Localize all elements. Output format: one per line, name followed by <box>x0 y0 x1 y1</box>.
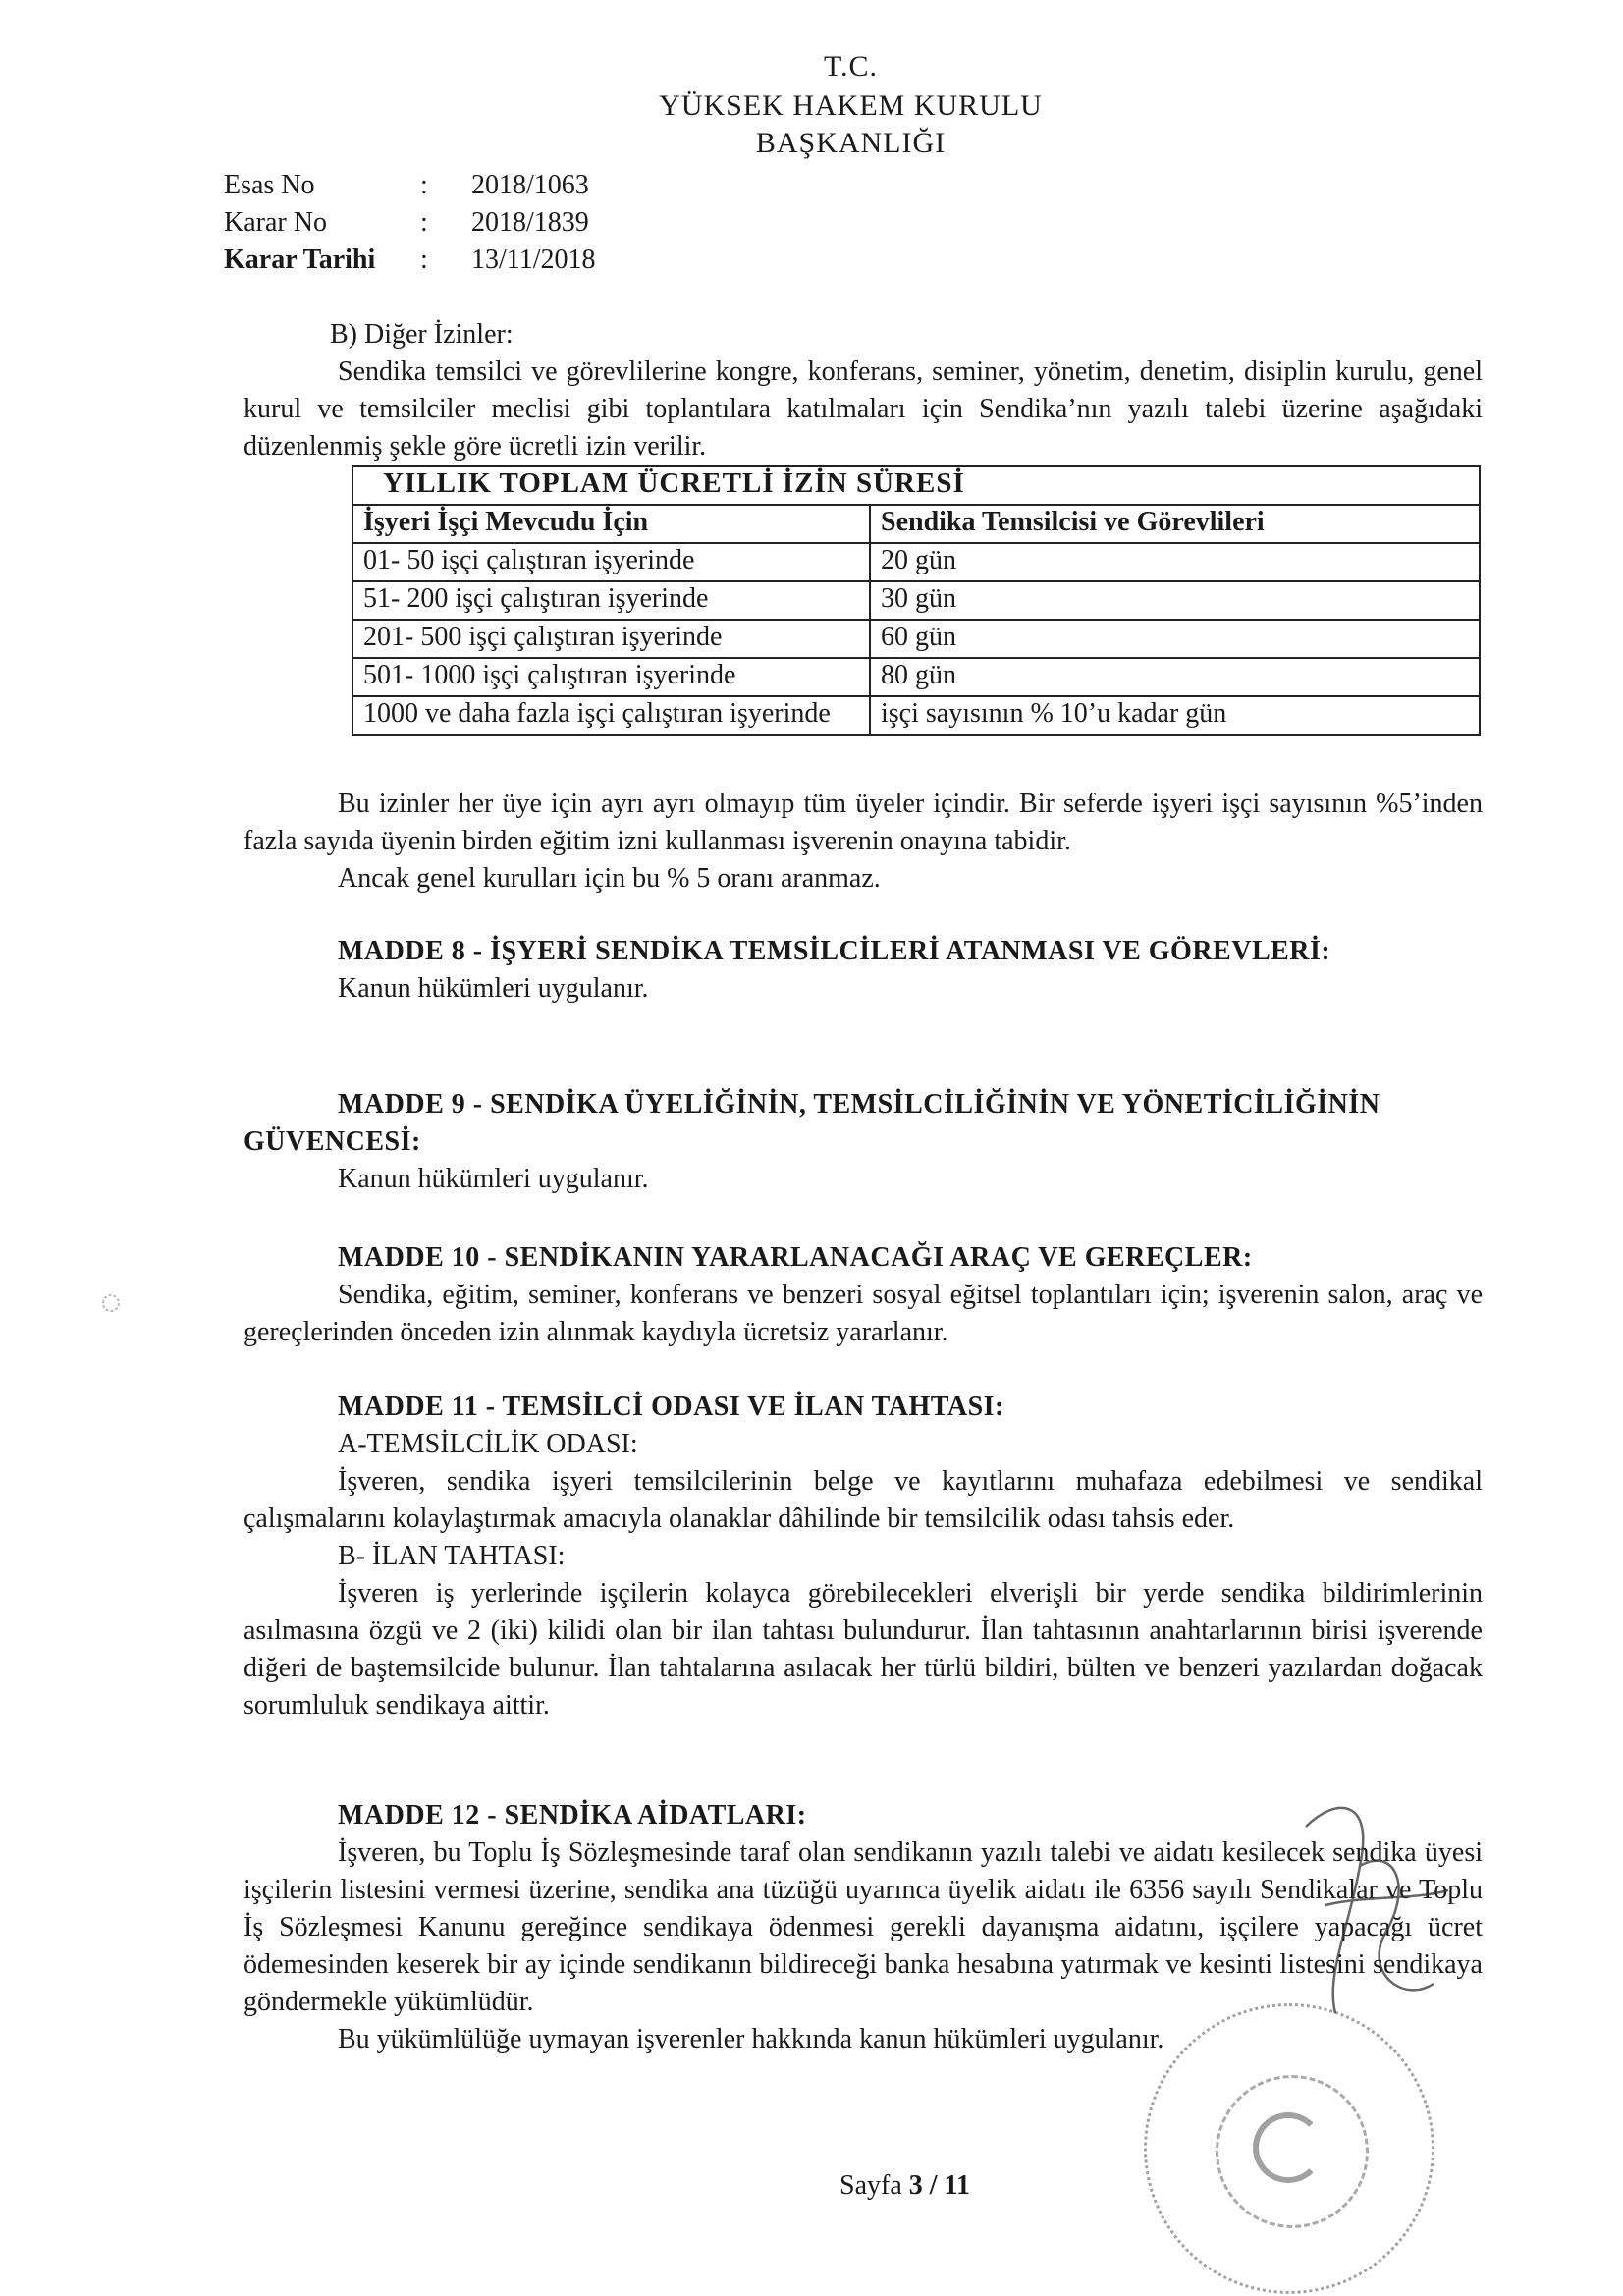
page-current: 3 <box>908 2170 923 2201</box>
madde-9 <box>243 1086 1483 1198</box>
madde-10-heading: MADDE 10 - SENDİKANIN YARARLANACAĞI ARAÇ VE GEREÇLER: <box>338 1242 1253 1273</box>
table-title-row <box>352 466 1480 505</box>
header-presidency: BAŞKANLIĞI <box>755 127 947 159</box>
leave-table <box>352 465 1481 736</box>
madde-12-text1: İşveren, bu Toplu İş Sözleşmesinde taraf olan sendikanın yazılı talebi ve aidatı kesilecek sendika üyesi işçilerin listesini vermesi üzerine, sendika ana tüzüğü uyarınca üyelik aidatı ile 6356 sayılı Sendikalar ve Toplu İş Sözleşmesi Kanunu gereğince sendikaya ödenmesi gerekli dayanışma aidatını, işçilere yapacağı ücret ödemesinden keserek bir ay içinde sendikanın bildireceği banka hesabına yatırmak ve kesinti listesini sendikaya göndermekle yükümlüdür. <box>243 1837 1483 2017</box>
table-cell: 60 gün <box>870 620 1480 658</box>
table-cell: 501- 1000 işçi çalıştıran işyerinde <box>352 658 870 696</box>
karar-value: 2018/1839 <box>471 207 589 238</box>
header-institution: YÜKSEK HAKEM KURULU <box>659 89 1043 122</box>
case-meta <box>224 167 596 279</box>
madde-9-heading: MADDE 9 - SENDİKA ÜYELİĞİNİN, TEMSİLCİLİĞİNİN VE YÖNETİCİLİĞİNİN GÜVENCESİ: <box>243 1089 1380 1157</box>
madde-10 <box>243 1239 1483 1351</box>
madde-11-heading: MADDE 11 - TEMSİLCİ ODASI VE İLAN TAHTASI: <box>338 1392 1004 1422</box>
table-row <box>352 658 1480 696</box>
page-label: Sayfa <box>839 2170 902 2201</box>
tarih-value: 13/11/2018 <box>471 245 596 275</box>
madde-11-sub-a: A-TEMSİLCİLİK ODASI: <box>338 1429 638 1459</box>
table-cell: 51- 200 işçi çalıştıran işyerinde <box>352 581 870 620</box>
after-table <box>243 786 1483 898</box>
table-row <box>352 620 1480 658</box>
table-row <box>352 581 1480 620</box>
section-b-text: Sendika temsilci ve görevlilerine kongre, konferans, seminer, yönetim, denetim, disiplin kurulu, genel kurul ve temsilciler meclisi gibi toplantılara katılmaları için Sendika’nın yazılı talebi üzerine aşağıdaki düzenlenmiş şekle göre ücretli izin verilir. <box>243 356 1483 462</box>
colon: : <box>420 245 428 275</box>
table-header: Sendika Temsilcisi ve Görevlileri <box>870 505 1480 543</box>
table-cell: 80 gün <box>870 658 1480 696</box>
madde-8-text: Kanun hükümleri uygulanır. <box>338 973 649 1004</box>
madde-11-sub-b: B- İLAN TAHTASI: <box>338 1541 566 1571</box>
madde-11 <box>243 1389 1483 1724</box>
esas-label: Esas No <box>224 170 315 200</box>
colon: : <box>420 207 428 238</box>
section-b <box>243 316 1483 465</box>
table-cell: işçi sayısının % 10’u kadar gün <box>870 696 1480 735</box>
tarih-row <box>224 242 596 279</box>
madde-8 <box>243 933 1483 1008</box>
header-tc: T.C. <box>823 50 879 82</box>
section-b-title: B) Diğer İzinler: <box>330 319 514 350</box>
after-table-p2: Ancak genel kurulları için bu % 5 oranı aranmaz. <box>338 863 881 894</box>
table-row <box>352 696 1480 735</box>
madde-11-text-a: İşveren, sendika işyeri temsilcilerinin belge ve kayıtlarını muhafaza edebilmesi ve sendikal çalışmalarını kolaylaştırmak amacıyla olanaklar dâhilinde bir temsilcilik odası tahsis eder. <box>243 1466 1483 1534</box>
page-separator: / <box>929 2170 938 2201</box>
table-header-row <box>352 505 1480 543</box>
esas-value: 2018/1063 <box>471 170 589 200</box>
madde-11-text-b: İşveren iş yerlerinde işçilerin kolayca görebilecekleri elverişli bir yerde sendika bildirimlerinin asılmasına özgü ve 2 (iki) kilidi olan bir ilan tahtası bulundurur. İlan tahtasının anahtarlarının birisi işverende diğeri de baştemsilcide bulunur. İlan tahtalarına asılacak her türlü bildiri, bülten ve benzeri yazılardan doğacak sorumluluk sendikaya aittir. <box>243 1578 1483 1721</box>
colon: : <box>420 170 428 200</box>
page-total: 11 <box>944 2170 971 2201</box>
table-cell: 20 gün <box>870 543 1480 581</box>
madde-8-heading: MADDE 8 - İŞYERİ SENDİKA TEMSİLCİLERİ ATANMASI VE GÖREVLERİ: <box>338 936 1331 966</box>
madde-12-heading: MADDE 12 - SENDİKA AİDATLARI: <box>338 1800 807 1831</box>
table-cell: 201- 500 işçi çalıştıran işyerinde <box>352 620 870 658</box>
table-row <box>352 543 1480 581</box>
table-cell: 30 gün <box>870 581 1480 620</box>
table-title: YILLIK TOPLAM ÜCRETLİ İZİN SÜRESİ <box>352 466 1480 505</box>
table-cell: 01- 50 işçi çalıştıran işyerinde <box>352 543 870 581</box>
page-number <box>839 2170 970 2202</box>
tarih-label: Karar Tarihi <box>224 245 376 275</box>
karar-row <box>224 204 596 242</box>
madde-10-text: Sendika, eğitim, seminer, konferans ve benzeri sosyal eğitsel toplantıları için; işverenin salon, araç ve gereçlerinden önceden izin alınmak kaydıyla ücretsiz yararlanır. <box>243 1280 1483 1347</box>
esas-row <box>224 167 596 204</box>
signature-icon <box>1267 1787 1463 2062</box>
madde-9-text: Kanun hükümleri uygulanır. <box>338 1164 649 1194</box>
table-cell: 1000 ve daha fazla işçi çalıştıran işyerinde <box>352 696 870 735</box>
madde-12-text2: Bu yükümlülüğe uymayan işverenler hakkında kanun hükümleri uygulanır. <box>338 2024 1164 2054</box>
karar-label: Karar No <box>224 207 327 238</box>
table-header: İşyeri İşçi Mevcudu İçin <box>352 505 870 543</box>
seal-crescent-icon <box>1253 2112 1324 2183</box>
scan-mark-icon <box>96 1288 126 1318</box>
after-table-p1: Bu izinler her üye için ayrı ayrı olmayıp tüm üyeler içindir. Bir seferde işyeri işçi sayısının %5’inden fazla sayıda üyenin birden eğitim izni kullanması işverenin onayına tabidir. <box>243 789 1483 856</box>
